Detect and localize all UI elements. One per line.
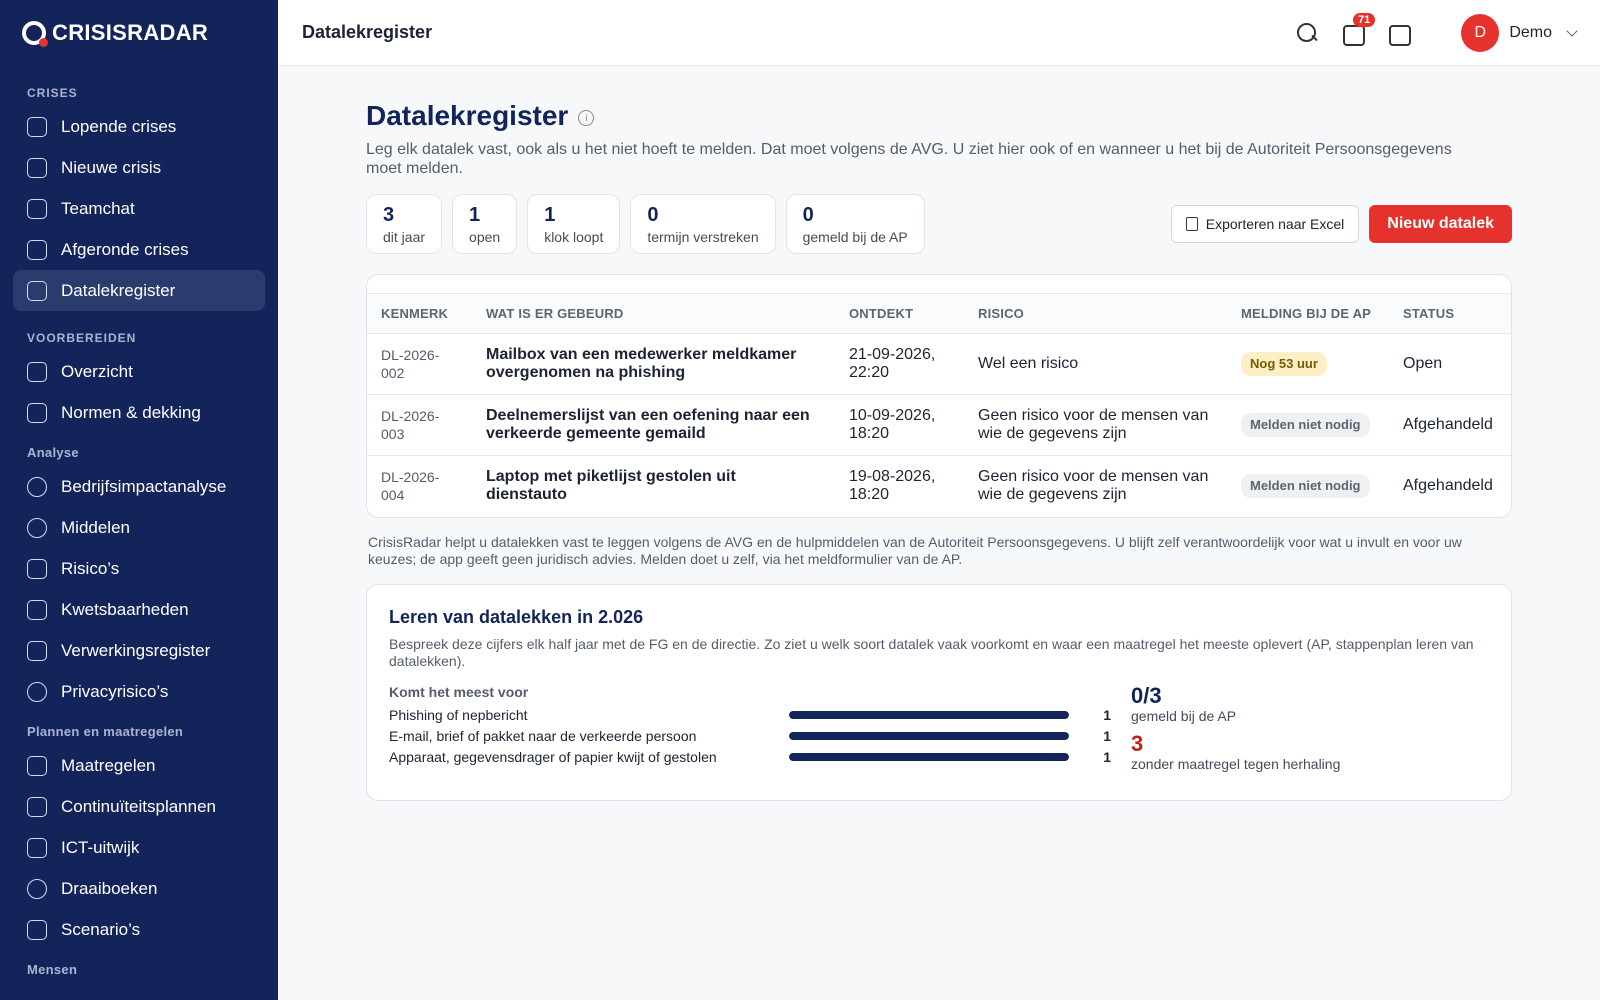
export-excel-label: Exporteren naar Excel [1205, 216, 1345, 232]
table-row[interactable] [367, 456, 1511, 517]
sidebar-item-middelen[interactable] [13, 507, 265, 548]
stat-value: 1 [469, 204, 481, 226]
cell-ap [1227, 395, 1389, 456]
app-name: CRISISRADAR [52, 20, 209, 45]
learn-subtitle: Bespreek deze cijfers elk half jaar met de FG en de directie. Zo ziet u welk soort datalek vaak voorkomt en waar een maatregel het meeste oplevert (AP, stappenplan leren van datalekken). [389, 635, 1474, 669]
stat-card [452, 194, 517, 254]
datalek-table-card [366, 274, 1512, 518]
sidebar-item-label: Kwetsbaarheden [61, 599, 189, 619]
avatar: D [1461, 14, 1499, 52]
magnifier-icon [27, 682, 47, 702]
new-datalek-button[interactable]: Nieuw datalek [1369, 205, 1512, 243]
stat-card [527, 194, 620, 254]
stat-card [630, 194, 775, 254]
table-body [367, 334, 1511, 517]
table-header-row [367, 294, 1511, 334]
sidebar-item-label: Middelen [61, 517, 130, 537]
header-title: Datalekregister [302, 22, 433, 42]
status-badge: Melden niet nodig [1241, 413, 1370, 437]
sidebar-item-ict-uitwijk[interactable] [13, 827, 265, 868]
archive-icon [27, 240, 47, 260]
chevron-down-icon [1566, 25, 1577, 36]
frequency-bar-track [789, 753, 1069, 761]
status-badge: Melden niet nodig [1241, 474, 1370, 498]
sidebar-item-label: Maatregelen [61, 755, 156, 775]
sidebar-item-bedrijfsimpactanalyse[interactable] [13, 466, 265, 507]
cell-what: Laptop met piketlijst gestolen uit dienstauto [486, 468, 736, 504]
stat-label: termijn verstreken [647, 229, 759, 245]
grid-icon [27, 362, 47, 382]
frequency-label: Phishing of nepbericht [389, 707, 528, 723]
sidebar-item-lopende-crises[interactable] [13, 106, 265, 147]
sidebar-item-label: Nieuwe crisis [61, 157, 162, 177]
nav-section-title: CRISES [27, 86, 78, 100]
page-title-row [366, 100, 1512, 132]
sidebar-item-label: Afgeronde crises [61, 239, 189, 259]
datalek-table [367, 293, 1511, 517]
impact-icon [27, 477, 47, 497]
nav-section-title: Plannen en maatregelen [27, 724, 184, 739]
column-header: WAT IS ER GEBEURD [472, 294, 835, 334]
page-intro: Leg elk datalek vast, ook als u het niet hoeft te melden. Dat moet volgens de AVG. U ziet hier ook of en wanneer u het bij de Autoriteit Persoonsgegevens moet melden. [366, 141, 1452, 177]
column-header: KENMERK [367, 294, 472, 334]
stat-value: 3 [383, 204, 395, 226]
kpi-no-measure-value: 3 [1131, 730, 1144, 756]
stats-row [366, 194, 1512, 254]
sidebar-item-label: ICT-uitwijk [61, 837, 140, 857]
list-icon [27, 117, 47, 137]
cell-risk: Wel een risico [964, 334, 1227, 395]
sidebar-item-label: Teamchat [61, 198, 135, 218]
sidebar-item-overzicht[interactable] [13, 351, 265, 392]
sidebar-item-scenario-s[interactable] [13, 909, 265, 950]
column-header: ONTDEKT [835, 294, 964, 334]
check-square-icon [27, 756, 47, 776]
cell-status: Afgehandeld [1389, 395, 1511, 456]
learn-kpis [1131, 684, 1340, 780]
book-icon [27, 879, 47, 899]
status-badge: Nog 53 uur [1241, 352, 1327, 376]
frequency-count: 1 [1103, 749, 1111, 765]
sidebar-item-kwetsbaarheden[interactable] [13, 589, 265, 630]
sidebar-item-label: Privacyrisico’s [61, 681, 169, 701]
search-icon[interactable] [1295, 21, 1319, 45]
learn-title: Leren van datalekken in 2.026 [389, 606, 644, 627]
column-header: MELDING BIJ DE AP [1227, 294, 1389, 334]
badge-check-icon [27, 403, 47, 423]
cloud-icon [27, 838, 47, 858]
sidebar-item-afgeronde-crises[interactable] [13, 229, 265, 270]
column-header: STATUS [1389, 294, 1511, 334]
cell-ref: DL-2026-004 [381, 469, 440, 504]
frequency-label: E-mail, brief of pakket naar de verkeerde persoon [389, 728, 697, 744]
frequency-rows [389, 705, 1111, 768]
export-excel-button[interactable] [1171, 205, 1360, 243]
frequency-list [389, 684, 1111, 780]
user-menu[interactable] [1461, 14, 1576, 52]
sidebar-item-label: Bedrijfsimpactanalyse [61, 476, 227, 496]
app-logo[interactable] [0, 0, 278, 66]
nav-section-title: Mensen [27, 962, 78, 977]
document-icon [27, 920, 47, 940]
stat-value: 0 [647, 204, 659, 226]
sidebar-item-datalekregister[interactable] [13, 270, 265, 311]
file-search-icon [27, 641, 47, 661]
info-icon[interactable]: i [578, 110, 594, 126]
stat-card [786, 194, 925, 254]
nav-section-title: VOORBEREIDEN [27, 331, 137, 345]
nav-section-title: Analyse [27, 445, 79, 460]
cell-what: Mailbox van een medewerker meldkamer overgenomen na phishing [472, 334, 835, 395]
cell-found: 10-09-2026, 18:20 [835, 395, 964, 456]
stat-value: 1 [544, 204, 556, 226]
network-icon [27, 518, 47, 538]
sidebar-item-nieuwe-crisis[interactable] [13, 147, 265, 188]
cell-what: Deelnemerslijst van een oefening naar een verkeerde gemeente gemaild [472, 395, 835, 456]
cell-ap [1227, 456, 1389, 517]
table-row[interactable] [367, 334, 1511, 395]
shield-x-icon [27, 600, 47, 620]
frequency-label: Apparaat, gegevensdrager of papier kwijt of gestolen [389, 749, 717, 765]
frequency-bar-track [789, 711, 1069, 719]
sidebar [0, 0, 278, 1000]
learn-grid [389, 684, 1489, 780]
cell-risk: Geen risico voor de mensen van wie de gegevens zijn [964, 395, 1227, 456]
export-file-icon [1186, 217, 1198, 231]
sidebar-item-label: Datalekregister [61, 280, 176, 300]
sidebar-item-continu-teitsplannen[interactable] [13, 786, 265, 827]
cell-ap [1227, 334, 1389, 395]
notification-badge: 71 [1353, 13, 1375, 27]
sidebar-item-teamchat[interactable] [13, 188, 265, 229]
cell-ref: DL-2026-003 [367, 395, 472, 456]
sidebar-item-label: Draaiboeken [61, 878, 158, 898]
sidebar-item-draaiboeken[interactable] [13, 868, 265, 909]
sidebar-item-label: Lopende crises [61, 116, 177, 136]
chat-icon [27, 199, 47, 219]
sidebar-item-maatregelen[interactable] [13, 745, 265, 786]
frequency-heading: Komt het meest voor [389, 683, 529, 700]
frequency-count: 1 [1103, 728, 1111, 744]
cell-found: 21-09-2026, 22:20 [835, 334, 964, 395]
radar-logo-icon [22, 21, 46, 45]
frequency-bar-fill [789, 711, 1069, 719]
frequency-bar-fill [789, 732, 1069, 740]
frequency-row [389, 747, 1111, 768]
main-content [366, 100, 1512, 801]
messages-icon[interactable] [1387, 21, 1411, 45]
frequency-bar-fill [789, 753, 1069, 761]
frequency-count: 1 [1103, 707, 1111, 723]
top-header [278, 0, 1600, 66]
notifications-icon[interactable] [1341, 13, 1371, 45]
learn-card [366, 584, 1512, 801]
table-row[interactable] [367, 395, 1511, 456]
bar-chart-icon [27, 559, 47, 579]
sidebar-item-label: Normen & dekking [61, 402, 201, 422]
stat-label: open [469, 229, 501, 245]
frequency-row [389, 726, 1111, 747]
stat-label: klok loopt [544, 229, 604, 245]
kpi-reported-label: gemeld bij de AP [1131, 707, 1237, 724]
plus-icon [27, 158, 47, 178]
sidebar-item-normen-dekking[interactable] [13, 392, 265, 433]
sidebar-item-label: Overzicht [61, 361, 133, 381]
kpi-reported-value: 0/3 [1131, 682, 1162, 708]
sidebar-item-risico-s[interactable] [13, 548, 265, 589]
sidebar-item-label: Continuïteitsplannen [61, 796, 217, 816]
cell-status: Afgehandeld [1403, 477, 1493, 495]
cell-found: 19-08-2026, 18:20 [849, 468, 936, 504]
cell-risk: Geen risico voor de mensen van wie de gegevens zijn [978, 468, 1209, 504]
sidebar-item-label: Verwerkingsregister [61, 640, 211, 660]
sidebar-item-label: Risico’s [61, 558, 120, 578]
disclaimer-text: CrisisRadar helpt u datalekken vast te leggen volgens de AVG en de hulpmiddelen van de Autoriteit Persoonsgegevens. U blijft zelf verantwoordelijk voor wat u invult en voor uw keuzes; de app geeft geen juridisch advies. Melden doet u zelf, via het meldformulier van de AP. [368, 533, 1462, 567]
stats-list [366, 194, 935, 254]
cell-status: Open [1389, 334, 1511, 395]
sidebar-item-verwerkingsregister[interactable] [13, 630, 265, 671]
cell-ref: DL-2026-002 [367, 334, 472, 395]
sidebar-item-privacyrisico-s[interactable] [13, 671, 265, 712]
sidebar-nav [0, 66, 278, 983]
frequency-row [389, 705, 1111, 726]
shield-check-icon [27, 797, 47, 817]
stat-label: gemeld bij de AP [802, 229, 908, 245]
lock-icon [27, 281, 47, 301]
stat-card [366, 194, 442, 254]
page-actions [1171, 205, 1512, 243]
stat-value: 0 [802, 204, 814, 226]
sidebar-item-label: Scenario’s [61, 919, 141, 939]
kpi-no-measure-label: zonder maatregel tegen herhaling [1131, 755, 1341, 772]
stat-label: dit jaar [383, 229, 426, 245]
page-title: Datalekregister [366, 100, 569, 131]
column-header: RISICO [964, 294, 1227, 334]
frequency-bar-track [789, 732, 1069, 740]
user-name: Demo [1509, 23, 1552, 41]
